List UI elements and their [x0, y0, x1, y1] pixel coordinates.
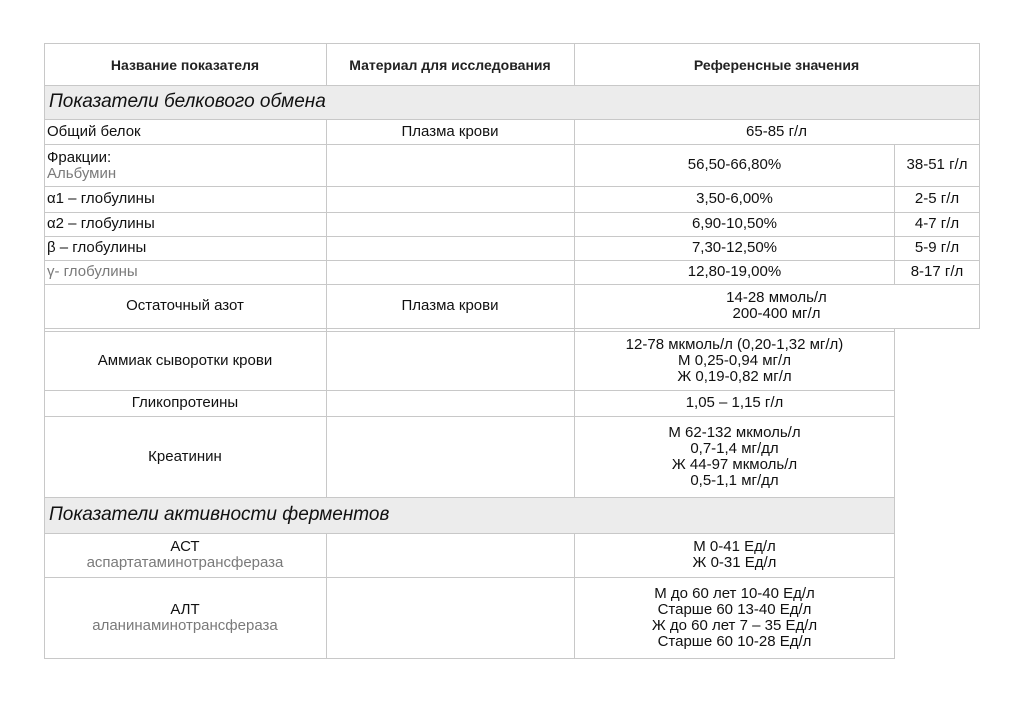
grid-line: [44, 119, 980, 120]
alt-label: АЛТ: [170, 600, 200, 618]
row-residual-nitrogen-material: Плазма крови: [401, 297, 499, 314]
row-alpha1-name: α1 – глобулины: [47, 190, 155, 207]
value-line: М 0,25-0,94 мг/л: [678, 351, 791, 369]
row-total-protein-name: Общий белок: [47, 122, 141, 140]
grid-line: [894, 144, 895, 285]
row-ast-values: [574, 533, 895, 577]
row-residual-nitrogen-values: [574, 284, 979, 328]
grid-line: [894, 328, 895, 659]
row-fractions-name: [44, 144, 326, 186]
row-creatinine-values: [574, 416, 895, 497]
value-line: Ж 0-31 Ед/л: [692, 554, 777, 571]
row-ammonia-values: [574, 331, 895, 390]
value-line: Старше 60 10-28 Ед/л: [657, 632, 812, 650]
value-line: Ж 44-97 мкмоль/л: [671, 455, 798, 473]
row-gamma-percent: 12,80-19,00%: [687, 263, 782, 280]
row-creatinine-name: Креатинин: [148, 447, 222, 465]
row-fractions-percent: 56,50-66,80%: [687, 156, 782, 173]
value-line: 0,5-1,1 мг/дл: [690, 471, 779, 489]
row-alpha2-name: α2 – глобулины: [47, 215, 155, 232]
grid-line: [44, 533, 895, 534]
grid-line: [44, 236, 980, 237]
row-gamma-abs: 8-17 г/л: [910, 263, 964, 280]
grid-line: [574, 119, 575, 498]
grid-line: [574, 533, 575, 659]
albumin-label: Альбумин: [47, 165, 117, 182]
section-title-protein: Показатели белкового обмена: [49, 91, 326, 112]
value-line: Старше 60 13-40 Ед/л: [657, 600, 812, 618]
value-line: М 62-132 мкмоль/л: [668, 423, 801, 441]
value-line: 200-400 мг/л: [732, 305, 821, 322]
grid-line: [44, 577, 895, 578]
grid-line: [326, 119, 327, 498]
grid-line: [44, 497, 895, 498]
grid-line: [44, 284, 980, 285]
row-alpha2-percent: 6,90-10,50%: [691, 215, 778, 232]
alt-full-name: аланинаминотрансфераза: [92, 616, 278, 634]
grid-line: [44, 85, 980, 86]
grid-line: [44, 331, 895, 332]
row-alpha1-percent: 3,50-6,00%: [696, 190, 773, 207]
row-total-protein-value: 65-85 г/л: [746, 122, 807, 140]
value-line: Ж до 60 лет 7 – 35 Ед/л: [651, 616, 818, 634]
row-glycoproteins-value: 1,05 – 1,15 г/л: [685, 394, 784, 411]
row-alt-name: [44, 577, 326, 658]
section-title-enzymes: Показатели активности ферментов: [49, 504, 390, 525]
header-name: Название показателя: [110, 56, 260, 73]
grid-line: [44, 390, 895, 391]
grid-line: [574, 43, 575, 86]
grid-line: [44, 186, 980, 187]
row-beta-percent: 7,30-12,50%: [691, 239, 778, 256]
ast-label: АСТ: [170, 538, 200, 555]
grid-line: [44, 144, 980, 145]
row-residual-nitrogen-name: Остаточный азот: [126, 297, 244, 314]
row-beta-name: β – глобулины: [47, 239, 147, 256]
value-line: М 0-41 Ед/л: [693, 538, 776, 555]
grid-line: [44, 43, 980, 44]
grid-line: [44, 212, 980, 213]
value-line: 12-78 мкмоль/л (0,20-1,32 мг/л): [625, 335, 844, 353]
row-alt-values: [574, 577, 895, 658]
grid-line: [44, 658, 895, 659]
row-ast-name: [44, 533, 326, 577]
header-material: Материал для исследования: [349, 56, 551, 73]
grid-line: [326, 43, 327, 86]
fractions-label: Фракции:: [47, 149, 112, 166]
row-alpha2-abs: 4-7 г/л: [914, 215, 960, 232]
value-line: 14-28 ммоль/л: [726, 289, 827, 306]
header-reference: Референсные значения: [693, 56, 860, 73]
row-ammonia-name: Аммиак сыворотки крови: [97, 351, 273, 369]
grid-line: [44, 260, 980, 261]
grid-line: [979, 43, 980, 329]
row-beta-abs: 5-9 г/л: [914, 239, 960, 256]
row-alpha1-abs: 2-5 г/л: [914, 190, 960, 207]
value-line: 0,7-1,4 мг/дл: [690, 439, 779, 457]
value-line: М до 60 лет 10-40 Ед/л: [654, 584, 815, 602]
grid-line: [44, 43, 45, 659]
grid-line: [44, 328, 980, 329]
ast-full-name: аспартатаминотрансфераза: [86, 554, 284, 571]
grid-line: [326, 533, 327, 659]
value-line: Ж 0,19-0,82 мг/л: [677, 367, 792, 385]
row-total-protein-material: Плазма крови: [401, 122, 499, 140]
row-fractions-abs: 38-51 г/л: [906, 156, 968, 173]
grid-line: [44, 416, 895, 417]
row-glycoproteins-name: Гликопротеины: [131, 394, 239, 411]
row-gamma-name: γ- глобулины: [47, 263, 138, 280]
